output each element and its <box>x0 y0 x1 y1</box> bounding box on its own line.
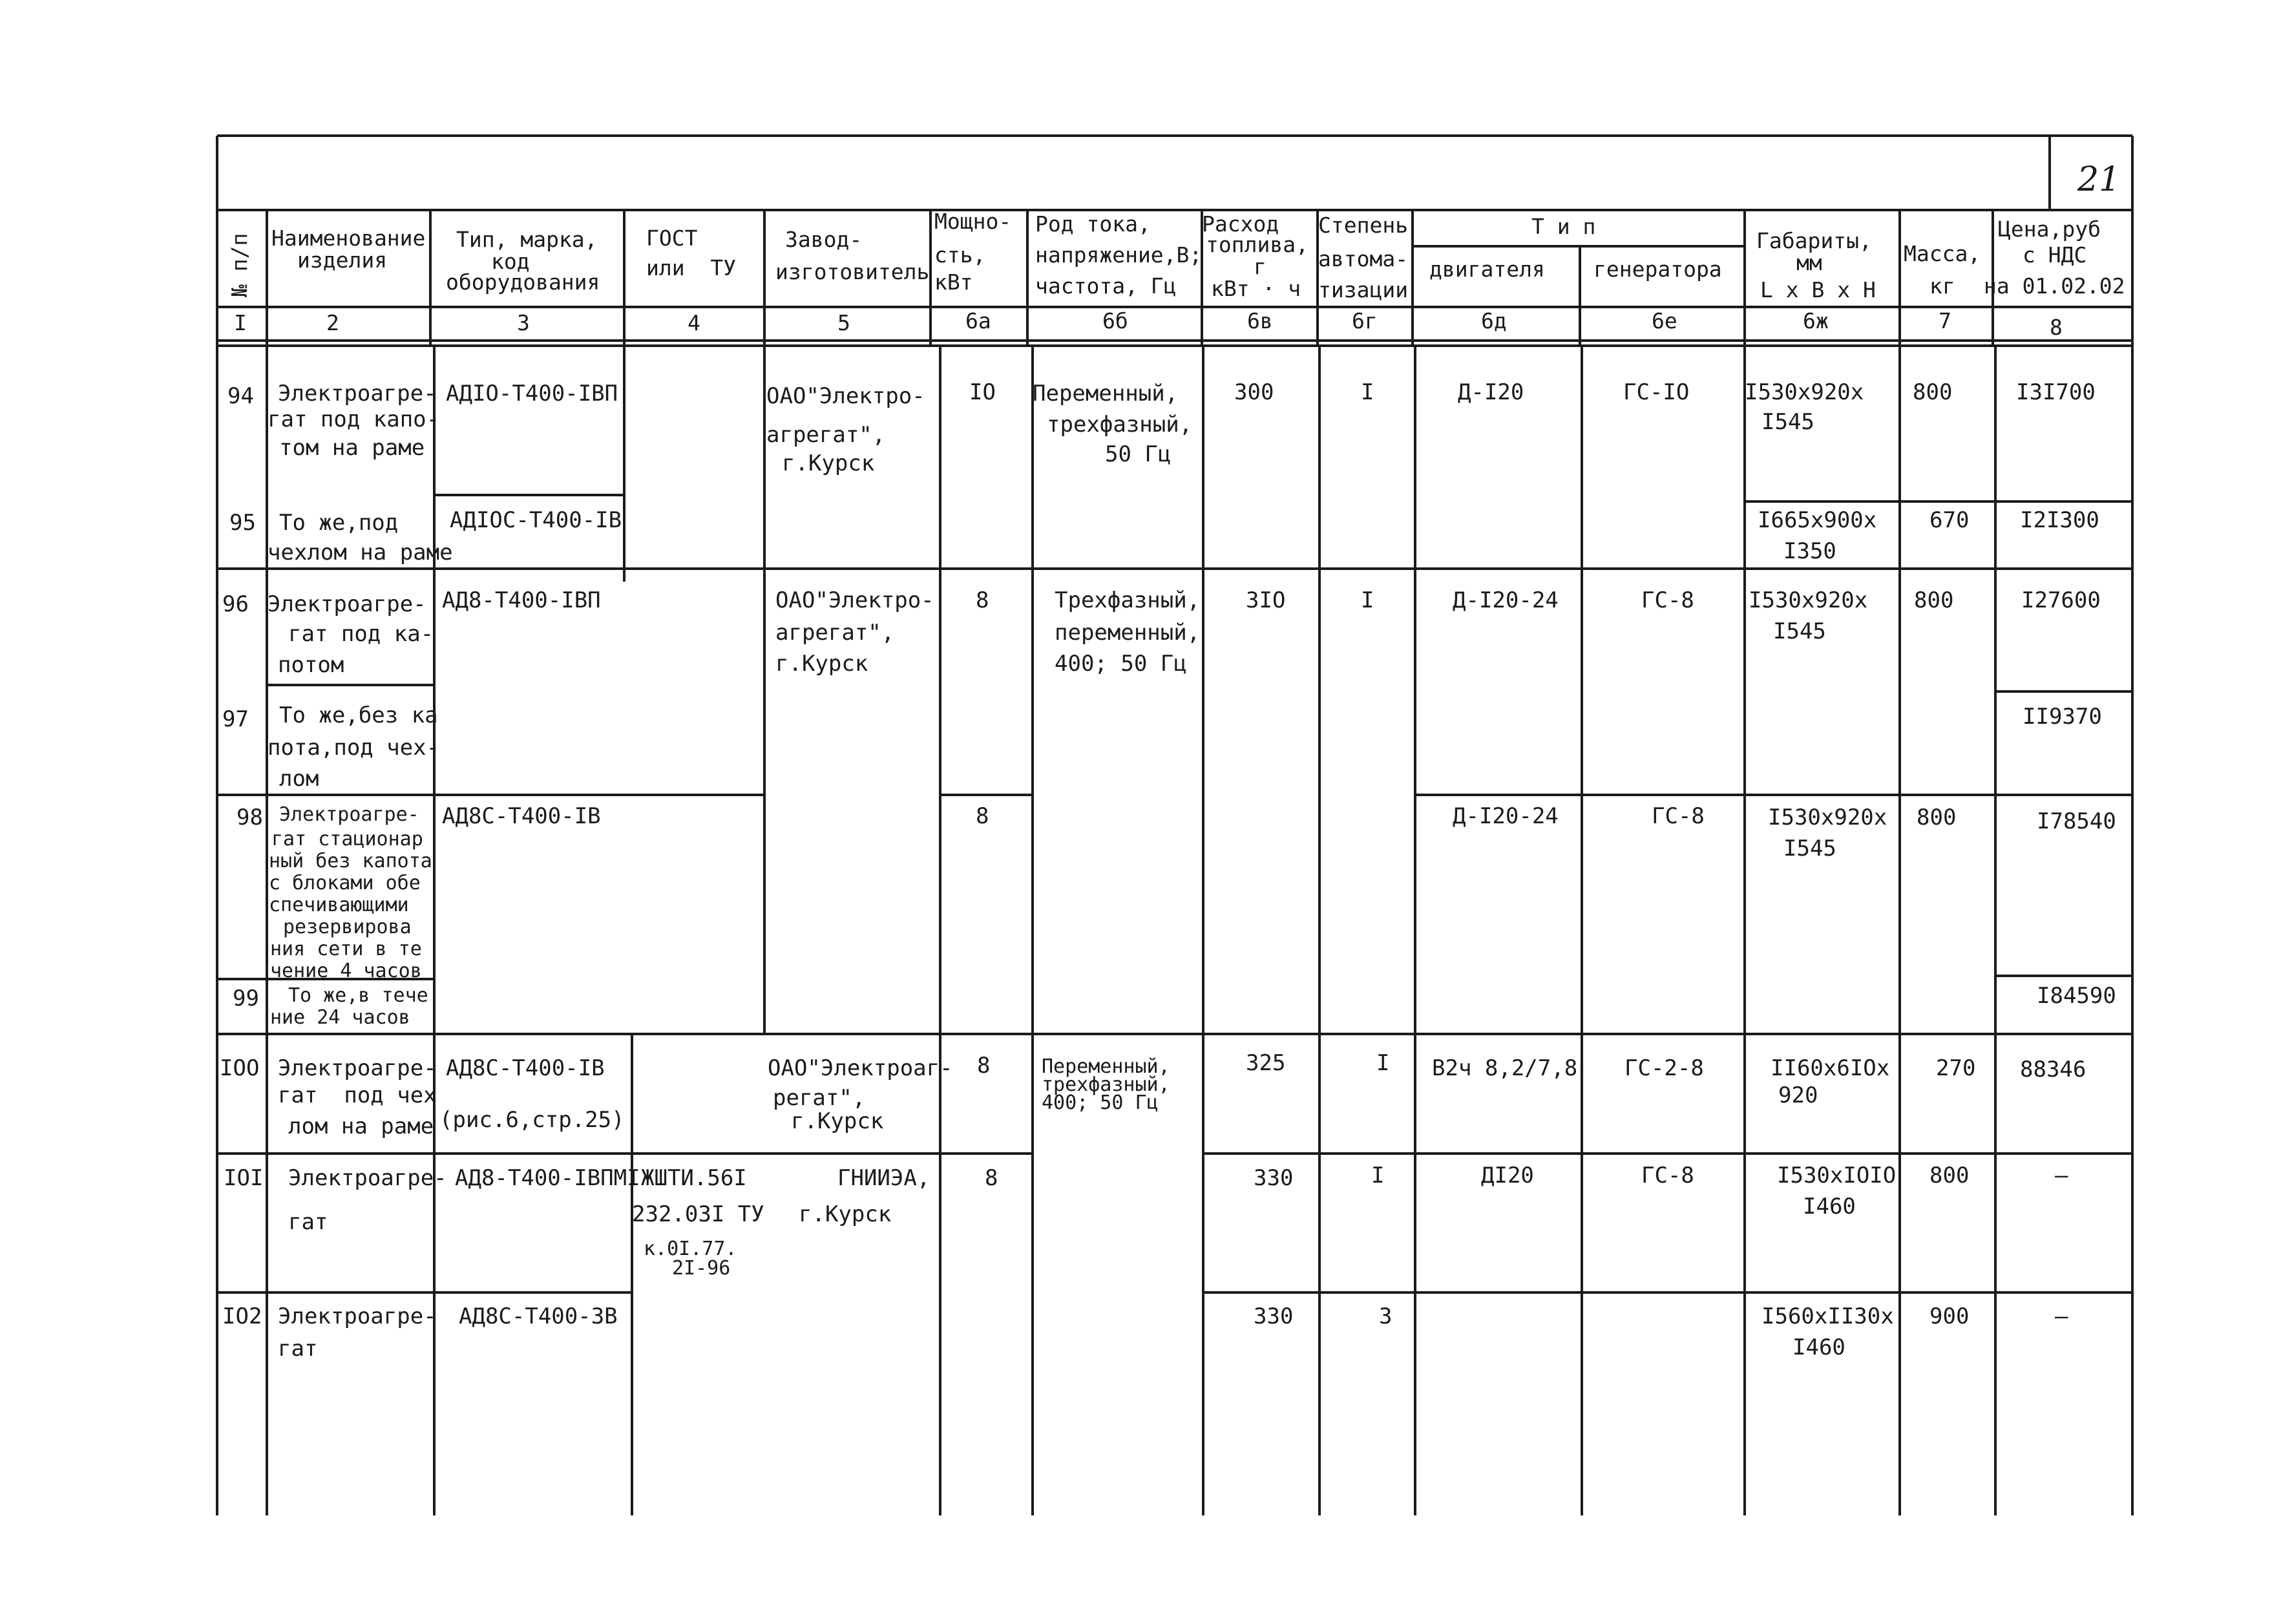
header-col1: № п/п <box>227 233 252 297</box>
header-col5-line1: Завод- <box>785 227 863 252</box>
row-96-dims-1: I530х920х <box>1749 587 1868 613</box>
row-100-gen: ГС-2-8 <box>1624 1055 1704 1081</box>
header-col3-line2: код <box>491 249 530 274</box>
row-101-gost-3: к.0I.77. <box>644 1238 737 1260</box>
header-col6b-line1: Род тока, <box>1035 211 1151 237</box>
row-94-current-2: трехфазный, <box>1047 412 1193 438</box>
row-97-name-3: лом <box>279 766 319 792</box>
row-96-model: АД8-Т400-IВП <box>442 587 601 613</box>
row-102-fuel: 330 <box>1254 1303 1294 1329</box>
row-94-number: 94 <box>227 383 254 409</box>
page-number: 21 <box>2077 160 2121 199</box>
row-101-name-1: Электроагре- <box>288 1165 447 1191</box>
row-96-maker-3: г.Курск <box>775 651 868 677</box>
row-98-name-5: спечивающими <box>269 894 409 916</box>
row-100-fuel: 325 <box>1246 1050 1286 1076</box>
row-94-current-1: Переменный, <box>1033 381 1179 406</box>
colnum-6e: 6е <box>1652 308 1677 333</box>
row-100-model-1: АД8С-Т400-IВ <box>446 1055 605 1081</box>
row-98-dims-2: I545 <box>1783 836 1836 861</box>
header-col6zh-line3: L х B х H <box>1760 277 1876 302</box>
header-col6zh-line1: Габариты, <box>1756 228 1872 253</box>
row-98-number: 98 <box>237 805 263 830</box>
row-100-mass: 270 <box>1936 1055 1976 1081</box>
row-98-name-1: Электроагре- <box>279 803 419 826</box>
row-97-name-2: пота,под чех- <box>268 735 440 761</box>
header-col6v-line4: кВт · ч <box>1211 276 1301 301</box>
colnum-6g: 6г <box>1352 308 1378 333</box>
row-95-mass: 670 <box>1929 507 1970 533</box>
header-col6a-line3: кВт <box>934 269 973 295</box>
row-102-auto: 3 <box>1379 1303 1393 1329</box>
row-96-price: I27600 <box>2021 587 2101 613</box>
row-94-dims-1: I530х920х <box>1745 379 1864 405</box>
row-101-gost-1: ЖШТИ.56I <box>641 1165 747 1191</box>
row-99-price: I84590 <box>2037 983 2116 1009</box>
row-98-name-7: ния сети в те <box>270 938 422 960</box>
colnum-3: 3 <box>517 310 530 335</box>
row-101-mass: 800 <box>1929 1163 1970 1188</box>
header-col4-line1: ГОСТ <box>646 226 698 251</box>
header-col6g-line1: Степень <box>1318 213 1409 238</box>
row-100-price: 88346 <box>2020 1057 2087 1082</box>
row-102-mass: 900 <box>1929 1303 1970 1329</box>
row-95-dims-2: I350 <box>1783 538 1836 564</box>
row-101-maker-2: г.Курск <box>799 1201 892 1227</box>
row-100-number: IОО <box>220 1055 260 1081</box>
row-100-dims-1: II60х6IОх <box>1771 1055 1890 1081</box>
row-94-mass: 800 <box>1913 379 1953 405</box>
row-98-mass: 800 <box>1917 805 1957 830</box>
colnum-8: 8 <box>2050 315 2063 340</box>
row-94-current-3: 50 Гц <box>1105 441 1172 467</box>
row-94-name-3: том на раме <box>279 435 425 461</box>
row-96-power: 8 <box>976 587 989 613</box>
row-98-dims-1: I530х920х <box>1768 805 1887 830</box>
row-100-current-3: 400; 50 Гц <box>1042 1091 1159 1114</box>
row-94-fuel: 300 <box>1234 379 1274 405</box>
header-col6d: двигателя <box>1429 257 1545 282</box>
row-102-dims-1: I560хII30х <box>1761 1303 1894 1329</box>
header-col6zh-line2: мм <box>1796 250 1822 275</box>
row-101-gen: ГС-8 <box>1641 1163 1694 1188</box>
colnum-6b: 6б <box>1102 308 1128 333</box>
header-col6a-line1: Мощно- <box>934 209 1012 234</box>
colnum-1: I <box>234 310 247 335</box>
row-94-dims-2: I545 <box>1761 409 1814 435</box>
row-98-name-4: с блоками обе <box>269 872 421 894</box>
row-97-name-1: То же,без ка <box>279 702 438 728</box>
row-99-name-1: То же,в тече <box>288 984 428 1007</box>
header-type-group: Т и п <box>1531 214 1596 239</box>
row-97-price: II9370 <box>2023 704 2102 730</box>
row-96-name-2: гат под ка- <box>288 621 434 647</box>
header-col4-line2: или ТУ <box>646 255 737 280</box>
row-94-maker-2: агрегат", <box>766 422 886 448</box>
row-100-dims-2: 920 <box>1778 1082 1818 1108</box>
row-94-engine: Д-I20 <box>1458 379 1524 405</box>
header-col3-line3: оборудования <box>446 269 600 295</box>
row-101-dims-2: I460 <box>1803 1194 1856 1219</box>
row-99-name-2: ние 24 часов <box>270 1006 410 1029</box>
row-96-number: 96 <box>222 591 249 617</box>
row-100-auto: I <box>1376 1050 1390 1076</box>
header-col3-line1: Тип, марка, <box>456 227 598 252</box>
header-col8-line1: Цена,руб <box>1998 216 2101 242</box>
colnum-6zh: 6ж <box>1803 308 1829 333</box>
header-col7-line1: Масса, <box>1904 241 1981 266</box>
row-102-name-1: Электроагре- <box>278 1303 437 1329</box>
row-96-maker-2: агрегат", <box>775 620 895 646</box>
colnum-2: 2 <box>326 310 339 335</box>
row-96-mass: 800 <box>1914 587 1954 613</box>
row-94-gen: ГС-IО <box>1623 379 1690 405</box>
row-98-engine: Д-I20-24 <box>1453 803 1559 829</box>
row-95-price: I2I300 <box>2020 507 2099 533</box>
row-95-number: 95 <box>229 510 256 536</box>
row-94-name-1: Электроагре- <box>278 381 437 406</box>
row-101-number: IОI <box>224 1165 264 1191</box>
header-col8-line2: с НДС <box>2023 242 2087 268</box>
row-102-name-2: гат <box>278 1336 318 1362</box>
colnum-5: 5 <box>837 310 850 335</box>
row-98-name-3: ный без капота <box>269 850 432 872</box>
header-col2-line1: Наименование <box>271 226 426 251</box>
header-col7-line2: кг <box>1929 273 1955 299</box>
row-102-number: IО2 <box>222 1303 262 1329</box>
row-98-price: I78540 <box>2037 808 2116 834</box>
row-95-name-2: чехлом на раме <box>268 540 453 565</box>
header-col6v-line3: г <box>1254 254 1267 279</box>
row-101-gost-2: 232.03I ТУ <box>632 1201 764 1227</box>
row-98-name-8: чение 4 часов <box>270 960 422 982</box>
header-col2-line2: изделия <box>297 248 388 273</box>
row-97-number: 97 <box>222 706 249 732</box>
row-101-auto: I <box>1371 1163 1385 1188</box>
row-96-auto: I <box>1361 587 1374 613</box>
row-101-engine: ДI20 <box>1481 1163 1534 1188</box>
row-96-current-3: 400; 50 Гц <box>1055 651 1187 677</box>
row-96-name-1: Электроагре- <box>268 591 426 617</box>
row-102-price: – <box>2055 1303 2068 1329</box>
header-col6v-line1: Расход <box>1202 211 1279 237</box>
row-100-current-2: трехфазный, <box>1042 1073 1170 1096</box>
row-102-model: АД8С-Т400-3В <box>459 1303 618 1329</box>
row-101-maker-1: ГНИИЭА, <box>837 1165 930 1191</box>
header-col5-line2: изготовитель <box>775 259 930 284</box>
row-95-name-1: То же,под <box>279 510 399 536</box>
row-101-power: 8 <box>985 1165 998 1191</box>
colnum-7: 7 <box>1939 308 1951 333</box>
colnum-4: 4 <box>688 310 700 335</box>
header-col6g-line2: автома- <box>1318 246 1409 271</box>
colnum-6v: 6в <box>1247 308 1273 333</box>
row-94-name-2: гат под капо- <box>268 406 440 432</box>
row-96-gen: ГС-8 <box>1641 587 1694 613</box>
row-101-model: АД8-Т400-IВПМI <box>455 1165 640 1191</box>
row-96-current-1: Трехфазный, <box>1055 587 1201 613</box>
row-94-model: АДIО-Т400-IВП <box>446 381 618 406</box>
row-94-maker-3: г.Курск <box>782 450 875 476</box>
row-98-name-2: гат стационар <box>271 828 423 850</box>
row-100-name-1: Электроагре- <box>278 1055 437 1081</box>
row-96-dims-2: I545 <box>1773 618 1826 644</box>
row-101-fuel: 330 <box>1254 1165 1294 1191</box>
row-100-name-2: гат под чех <box>278 1082 437 1108</box>
header-col6g-line3: тизации <box>1318 277 1409 302</box>
header-col6e: генератора <box>1593 257 1722 282</box>
row-100-current-1: Переменный, <box>1042 1055 1170 1078</box>
header-col6v-line2: топлива, <box>1206 232 1309 257</box>
row-101-gost-4: 2I-96 <box>672 1257 731 1280</box>
row-101-dims-1: I530хIОIО <box>1777 1163 1897 1188</box>
row-100-maker-2: регат", <box>773 1085 866 1111</box>
header-col6a-line2: сть, <box>934 242 986 268</box>
row-101-name-2: гат <box>288 1209 328 1235</box>
row-96-maker-1: ОАО"Электро- <box>775 587 934 613</box>
row-94-power: IО <box>969 379 996 405</box>
row-100-name-3: лом на раме <box>288 1113 434 1139</box>
row-96-current-2: переменный, <box>1055 620 1201 646</box>
row-102-dims-2: I460 <box>1792 1334 1845 1360</box>
row-94-maker-1: ОАО"Электро- <box>766 383 925 409</box>
row-100-power: 8 <box>977 1053 991 1079</box>
row-96-fuel: 3IО <box>1246 587 1286 613</box>
row-100-maker-1: ОАО"Электроаг- <box>768 1055 953 1081</box>
row-98-name-6: резервирова <box>283 916 412 938</box>
row-98-model: АД8С-Т400-IВ <box>442 803 601 829</box>
row-100-maker-3: г.Курск <box>791 1108 884 1134</box>
row-100-engine: В2ч 8,2/7,8 <box>1432 1055 1578 1081</box>
row-96-engine: Д-I20-24 <box>1453 587 1559 613</box>
row-94-auto: I <box>1361 379 1374 405</box>
row-100-model-2: (рис.6,стр.25) <box>439 1107 625 1133</box>
row-96-name-3: потом <box>278 652 344 678</box>
row-95-dims-1: I665х900х <box>1758 507 1877 533</box>
colnum-6d: 6д <box>1481 308 1507 333</box>
row-94-price: I3I700 <box>2016 379 2096 405</box>
row-98-power: 8 <box>976 803 989 829</box>
row-98-gen: ГС-8 <box>1652 803 1705 829</box>
header-col6b-line3: частота, Гц <box>1035 273 1177 299</box>
row-101-price: – <box>2055 1163 2068 1188</box>
header-col6b-line2: напряжение,В; <box>1035 242 1203 268</box>
row-99-number: 99 <box>233 986 259 1011</box>
header-col8-line3: на 01.02.02 <box>1984 273 2125 299</box>
row-95-model: АДIОС-Т400-IВ <box>450 507 622 533</box>
colnum-6a: 6а <box>965 308 991 333</box>
